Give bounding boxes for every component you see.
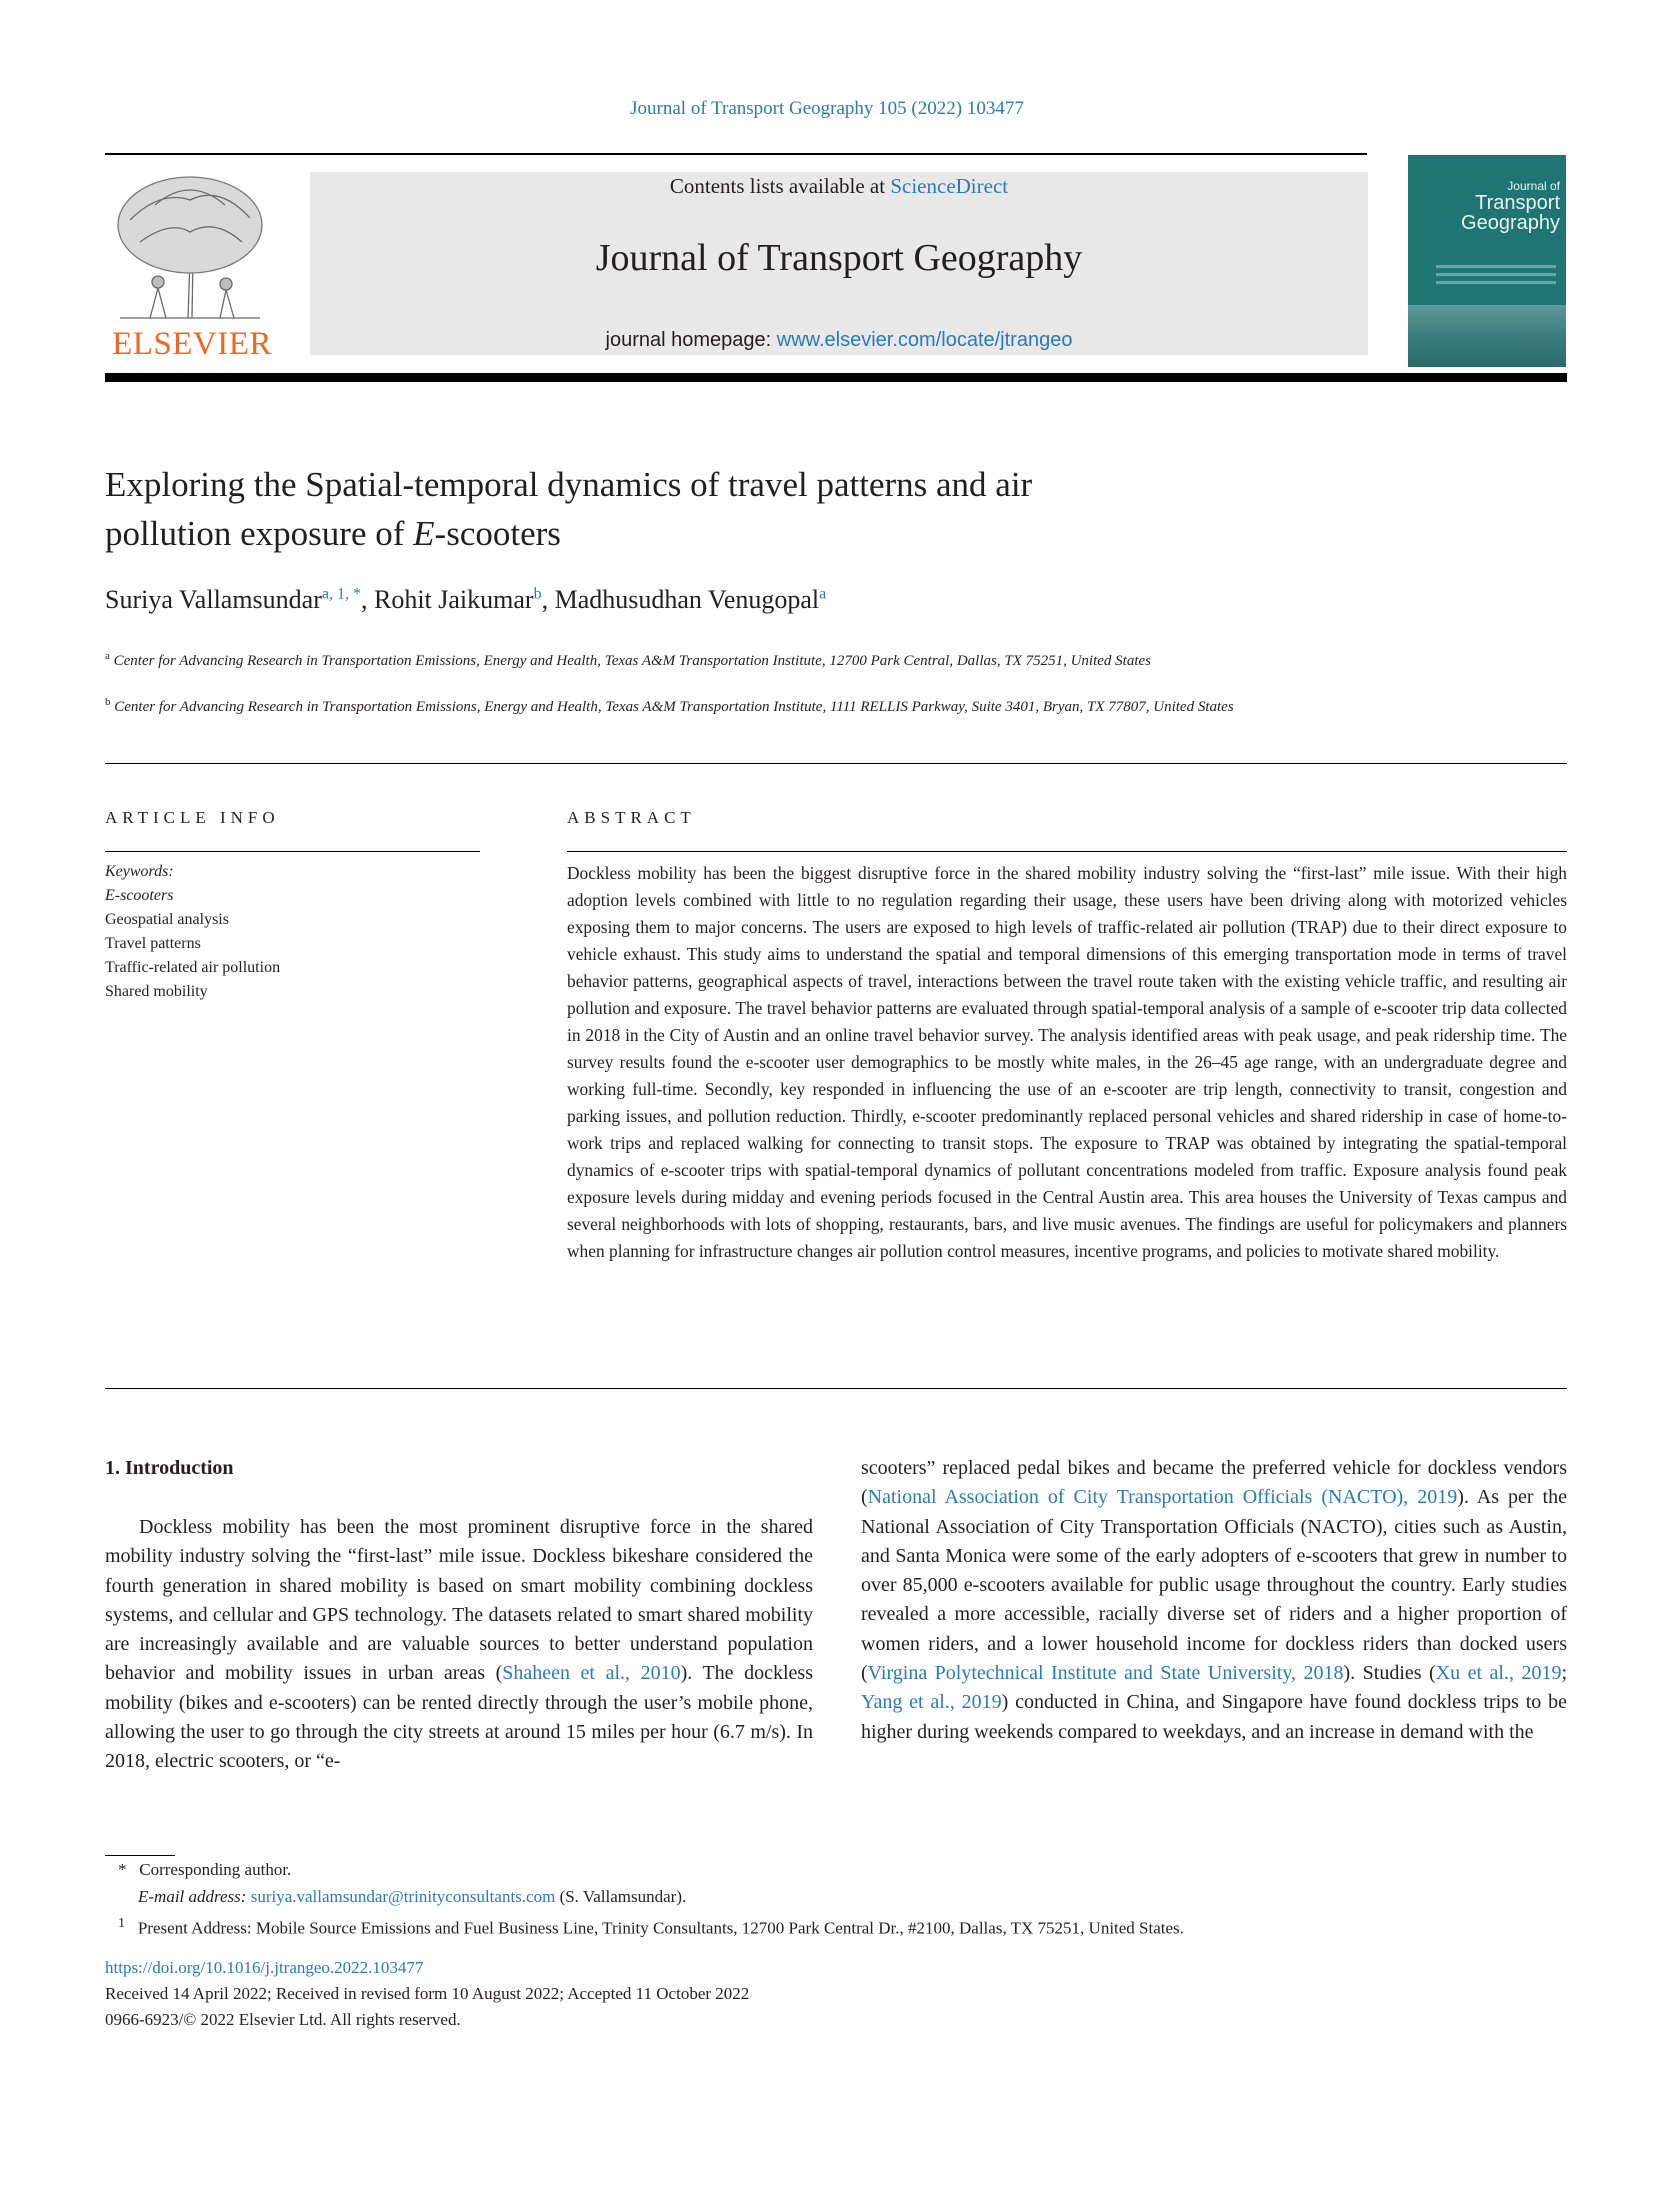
cover-title <box>1420 179 1560 233</box>
publisher-name: ELSEVIER <box>112 326 272 362</box>
citation-link[interactable]: National Association of City Transportation Officials (NACTO), 2019 <box>867 1486 1458 1509</box>
divider <box>567 851 1567 852</box>
journal-name: Journal of Transport Geography <box>595 237 1083 279</box>
author-name[interactable]: Madhusudhan Venugopal <box>554 585 820 614</box>
author-affiliation-marker[interactable]: a, 1, * <box>321 585 361 603</box>
cover-title-small: Journal of <box>1507 179 1560 193</box>
homepage-prefix: journal homepage: <box>605 329 777 351</box>
header-thick-rule <box>105 373 1567 382</box>
journal-reference[interactable]: Journal of Transport Geography 105 (2022) 103477 <box>630 98 1024 119</box>
journal-homepage-line <box>310 329 1368 352</box>
keyword-item: E-scooters <box>105 887 174 904</box>
paper-title-line2: pollution exposure of E-scooters <box>105 514 561 553</box>
email-link[interactable]: suriya.vallamsundar@trinityconsultants.com <box>250 1887 556 1906</box>
article-info-heading: ARTICLE INFO <box>105 808 280 827</box>
citation-link[interactable]: Yang et al., 2019 <box>861 1691 1002 1714</box>
divider <box>105 1388 1567 1389</box>
abstract-heading: ABSTRACT <box>567 808 696 827</box>
keywords-label: Keywords: <box>105 863 174 880</box>
keyword-item: Travel patterns <box>105 935 201 952</box>
affiliation-a: $^a$ Center for Advancing Research in Transportation Emissions, Energy and Health, Texas A&M Transportation Institute, 12700 Park Central, Dallas, TX 75251, United States <box>105 650 1151 669</box>
author-name[interactable]: Suriya Vallamsundar <box>105 585 322 614</box>
author-affiliation-marker[interactable]: b <box>533 585 542 603</box>
journal-homepage-link[interactable]: www.elsevier.com/locate/jtrangeo <box>776 329 1073 351</box>
footnote-email: E-mail address: suriya.vallamsundar@trinityconsultants.com (S. Vallamsundar). <box>138 1887 687 1906</box>
sciencedirect-link[interactable]: ScienceDirect <box>890 174 1009 198</box>
paper-title-line1: Exploring the Spatial-temporal dynamics of travel patterns and air <box>105 465 1033 504</box>
keywords-block <box>105 860 480 1004</box>
citation-link[interactable]: Xu et al., 2019 <box>1435 1662 1562 1685</box>
paper-title <box>105 460 1355 558</box>
affiliation-b: $^b$ Center for Advancing Research in Transportation Emissions, Energy and Health, Texas A&M Transportation Institute, 1111 RELLIS Parkway, Suite 3401, Bryan, TX 77807, United States <box>105 696 1234 715</box>
body-column-left: Dockless mobility has been the most prominent disruptive force in the shared mobility industry solving the “first-last” mile issue. Dockless bikeshare considered the fourth generation in shared mobility is based on smart mobility combining dockless systems, and cellular and GPS technology. The datasets related to smart shared mobility are increasingly available and are valuable sources to better understand population behavior and mobility issues in urban areas (Shaheen et al., 2010). The dockless mobility (bikes and e-scooters) can be rented directly through the user’s mobile phone, allowing the user to go through the city streets at around 15 miles per hour (6.7 m/s). In 2018, electric scooters, or “e- <box>105 1516 813 1773</box>
cover-title-line2: Geography <box>1461 212 1560 234</box>
author-affiliation-marker[interactable]: a <box>819 585 827 603</box>
abstract-text: Dockless mobility has been the biggest disruptive force in the shared mobility industry solving the “first-last” mile issue. With their high adoption levels combined with little to no regulation regarding their usage, these users have been driving along with motorized vehicles exposing them to major concerns. The users are exposed to high levels of traffic-related air pollution (TRAP) due to their direct exposure to vehicle exhaust. This study aims to understand the spatial and temporal dimensions of this emerging transportation mode in terms of travel behavior patterns, geographical aspects of travel, interactions between the travel route taken with the existing vehicle traffic, and resulting air pollution and exposure. The travel behavior patterns are evaluated through spatial-temporal analysis of a sample of e-scooter trip data collected in 2018 in the City of Austin and an online travel behavior survey. The analysis identified areas with peak usage, and peak ridership time. The survey results found the e-scooter user demographics to be mostly white males, in the 26–45 age range, with an undergraduate degree and working full-time. Secondly, key responded in influencing the use of an e-scooter are trip length, connectivity to transit, congestion and parking issues, and pollution reduction. Thirdly, e-scooter predominantly replaced personal vehicles and shared ridership in case of home-to-work trips and replaced walking for connecting to transit stops. The exposure to TRAP was obtained by integrating the spatial-temporal dynamics of e-scooter trips with spatial-temporal dynamics of pollutant concentrations modeled from traffic. Exposure analysis found peak exposure levels during midday and evening periods focused in the Central Austin area. This area houses the University of Texas campus and several neighborhoods with lots of shopping, restaurants, bars, and live music avenues. The findings are useful for policymakers and planners when planning for infrastructure changes air pollution control measures, incentive programs, and policies to motivate shared mobility. <box>567 863 1567 1261</box>
cover-text-lines <box>1436 265 1556 289</box>
author-name[interactable]: Rohit Jaikumar <box>373 585 534 614</box>
copyright-line: 0966-6923/© 2022 Elsevier Ltd. All rights reserved. <box>105 2010 461 2029</box>
divider <box>105 763 1567 764</box>
cover-photo <box>1408 305 1566 367</box>
keyword-item: Shared mobility <box>105 983 208 1000</box>
section-heading-introduction: 1. Introduction <box>105 1457 234 1479</box>
cover-title-line1: Transport <box>1475 192 1560 214</box>
footnote-corresponding: * Corresponding author. <box>118 1860 292 1879</box>
citation-link[interactable]: Virgina Polytechnical Institute and State University, 2018 <box>867 1662 1344 1685</box>
footnote-present-address: $^1$ Present Address: Mobile Source Emissions and Fuel Business Line, Trinity Consultants, 12700 Park Central Dr., #2100, Dallas, TX 75251, United States. <box>118 1915 1184 1938</box>
contents-prefix: Contents lists available at <box>669 174 891 198</box>
header-top-rule <box>105 153 1367 155</box>
keyword-item: Geospatial analysis <box>105 911 229 928</box>
citation-link[interactable]: Shaheen et al., 2010 <box>502 1662 681 1685</box>
keyword-item: Traffic-related air pollution <box>105 959 281 976</box>
body-column-right: scooters” replaced pedal bikes and became the preferred vehicle for dockless vendors (National Association of City Transportation Officials (NACTO), 2019). As per the National Association of City Transportation Officials (NACTO), cities such as Austin, and Santa Monica were some of the early adopters of e-scooters that grew in number to over 85,000 e-scooters available for public usage throughout the country. Early studies revealed a more accessible, racially diverse set of riders and a higher proportion of women riders, and a lower household income for dockless riders than docked users (Virgina Polytechnical Institute and State University, 2018). Studies (Xu et al., 2019; Yang et al., 2019) conducted in China, and Singapore have found dockless trips to be higher during weekends compared to weekdays, and an increase in demand with the <box>861 1457 1568 1743</box>
author-list: Suriya Vallamsundar$^{a, 1, *}$, Rohit Jaikumar$^b$, Madhusudhan Venugopal$^a$ <box>105 585 827 614</box>
contents-available-line <box>310 174 1368 199</box>
received-dates: Received 14 April 2022; Received in revised form 10 August 2022; Accepted 11 October 2022 <box>105 1984 750 2003</box>
doi-link[interactable]: https://doi.org/10.1016/j.jtrangeo.2022.103477 <box>105 1958 424 1977</box>
divider <box>105 851 480 852</box>
journal-cover-thumbnail[interactable] <box>1408 155 1566 367</box>
